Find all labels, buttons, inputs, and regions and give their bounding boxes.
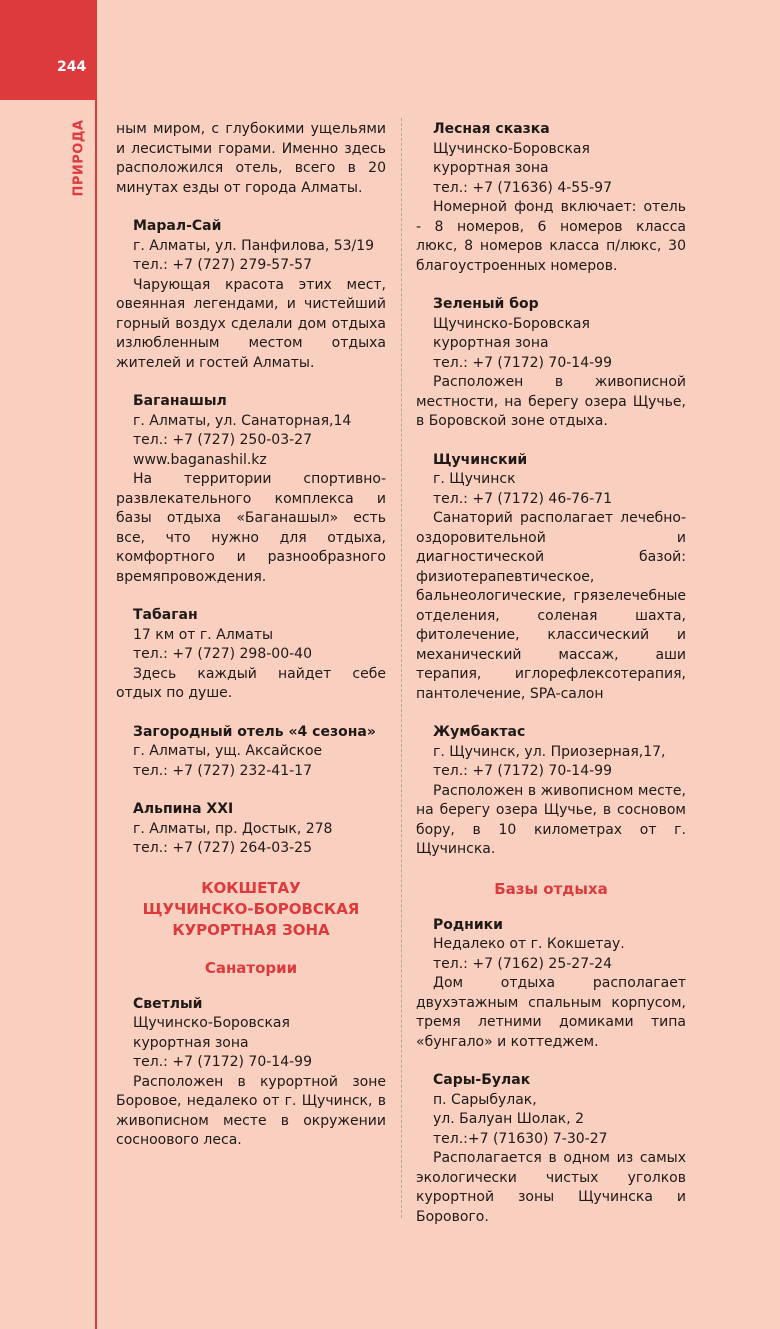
- listing-phone: тел.: +7 (7172) 70-14-99: [433, 354, 612, 371]
- listing-name: Лесная сказка: [433, 121, 550, 137]
- listing-lesnaya-skazka: [416, 120, 686, 276]
- region-heading-line: КУРОРТНАЯ ЗОНА: [172, 920, 330, 939]
- listing-phone: тел.: +7 (7162) 25-27-24: [433, 955, 612, 972]
- margin-rule: [95, 0, 97, 1329]
- listing-name: Загородный отель «4 сезона»: [133, 723, 376, 740]
- listing-phone: тел.: +7 (727) 232-41-17: [133, 762, 312, 779]
- right-column: [416, 120, 686, 1246]
- listing-phone: тел.: +7 (727) 264-03-25: [133, 840, 312, 856]
- listing-alpina: [116, 800, 386, 859]
- listing-name: Родники: [433, 916, 503, 933]
- listing-phone: тел.: +7 (727) 298-00-40: [133, 646, 312, 662]
- listing-address: Недалеко от г. Кокшетау.: [433, 936, 625, 952]
- region-heading-line: ЩУЧИНСКО-БОРОВСКАЯ: [142, 899, 360, 918]
- listing-name: Сары-Булак: [433, 1072, 531, 1088]
- listing-description: На территории спортивно-развлекательного комплекса и базы отдыха «Баганашыл» есть все, что нужно для отдыха, комфортного и разнообразного времяпровождения.: [116, 471, 386, 585]
- listing-phone: тел.:+7 (71630) 7-30-27: [433, 1130, 608, 1147]
- listing-address: г. Алматы, ущ. Аксайское: [133, 743, 323, 759]
- listing-website: www.baganashil.kz: [133, 451, 267, 468]
- listing-name: Жумбактас: [433, 724, 526, 740]
- listing-phone: тел.: +7 (71636) 4-55-97: [433, 179, 612, 196]
- listing-address: курортная зона: [133, 1034, 249, 1051]
- listing-address: Щучинско-Боровская: [133, 1015, 290, 1031]
- listing-address: курортная зона: [433, 160, 549, 176]
- listing-address: г. Щучинск, ул. Приозерная,17,: [433, 743, 666, 760]
- margin-strip: [0, 100, 95, 1329]
- page-number: 244: [57, 59, 87, 75]
- page-number-tab: [0, 0, 95, 100]
- listing-description: Дом отдыха располагает двухэтажным спальным корпусом, тремя летними домиками типа «бунгало» и коттеджем.: [416, 975, 686, 1050]
- listing-phone: тел.: +7 (7172) 46-76-71: [433, 490, 612, 507]
- listing-name: Марал-Сай: [133, 218, 222, 234]
- listing-description: Расположен в живописной местности, на берегу озера Щучье, в Боровской зоне отдыха.: [416, 374, 686, 429]
- listing-description: Номерной фонд включает: отель - 8 номеров, 6 номеров класса люкс, 8 номеров класса п/люкс, 30 благоустроенных номеров.: [416, 199, 686, 274]
- listing-description: Чарующая красота этих мест, овеянная легендами, и чистейший горный воздух сделали дом отдыха излюбленным местом отдыха жителей и гостей Алматы.: [116, 276, 386, 371]
- listing-address: Щучинско-Боровская: [433, 140, 590, 157]
- listing-name: Баганашыл: [133, 393, 227, 409]
- region-heading: [116, 878, 386, 941]
- left-column: [116, 120, 386, 1170]
- listing-4-seasons: [116, 723, 386, 782]
- listing-description: Располагается в одном из самых экологически чистых уголков курортной зоны Щучинска и Борового.: [416, 1150, 686, 1225]
- listing-address: 17 км от г. Алматы: [133, 626, 274, 643]
- listing-zhumbaktas: [416, 723, 686, 860]
- listing-name: Светлый: [133, 995, 203, 1012]
- listing-rodniki: [416, 916, 686, 1053]
- intro-paragraph: ным миром, с глубокими ущельями и лесистыми горами. Именно здесь расположился отель, всего в 20 минутах езды от города Алматы.: [116, 121, 386, 196]
- listing-address: п. Сарыбулак,: [433, 1091, 537, 1108]
- listing-description: Санаторий располагает лечебно-оздоровительной и диагностической базой: физиотерапевтическое, бальнеологические, грязелечебные отделения, соленая шахта, фитолечение, классический и механический массаж, аши терапия, иглорефлексотерапия, пантолечение, SPA-салон: [416, 510, 686, 702]
- column-divider: [401, 118, 402, 1218]
- listing-sary-bulak: [416, 1071, 686, 1227]
- listing-address: г. Алматы, пр. Достык, 278: [133, 820, 333, 837]
- listing-name: Табаган: [133, 607, 198, 623]
- listing-phone: тел.: +7 (7172) 70-14-99: [433, 763, 612, 779]
- listing-tabagan: [116, 606, 386, 704]
- listing-name: Альпина XXI: [133, 801, 234, 817]
- listing-phone: тел.: +7 (7172) 70-14-99: [133, 1054, 312, 1070]
- listing-phone: тел.: +7 (727) 250-03-27: [133, 432, 312, 448]
- region-heading-line: КОКШЕТАУ: [201, 878, 301, 897]
- listing-maral-sai: [116, 217, 386, 373]
- bases-heading: Базы отдыха: [494, 879, 608, 898]
- listing-description: Здесь каждый найдет себе отдых по душе.: [116, 665, 386, 701]
- sanatoria-heading: Санатории: [204, 958, 298, 977]
- listing-name: Зеленый бор: [433, 296, 539, 312]
- listing-name: Щучинский: [433, 451, 528, 468]
- listing-address: ул. Балуан Шолак, 2: [433, 1111, 585, 1127]
- listing-description: Расположен в курортной зоне Боровое, недалеко от г. Щучинск, в живописном месте в окружении сосноового леса.: [116, 1073, 386, 1148]
- listing-baganashyl: [116, 392, 386, 587]
- listing-address: Щучинско-Боровская: [433, 315, 590, 332]
- section-label: ПРИРОДА: [71, 119, 87, 197]
- listing-address: курортная зона: [433, 335, 549, 351]
- listing-shchuchinsky: [416, 451, 686, 705]
- listing-zeleny-bor: [416, 295, 686, 432]
- listing-address: г. Алматы, ул. Санаторная,14: [133, 412, 352, 429]
- listing-description: Расположен в живописном месте, на берегу озера Щучье, в сосновом бору, в 10 километрах от г. Щучинска.: [416, 782, 686, 857]
- listing-phone: тел.: +7 (727) 279-57-57: [133, 257, 312, 273]
- listing-svetly: [116, 995, 386, 1151]
- listing-address: г. Алматы, ул. Панфилова, 53/19: [133, 237, 375, 254]
- listing-address: г. Щучинск: [433, 471, 516, 487]
